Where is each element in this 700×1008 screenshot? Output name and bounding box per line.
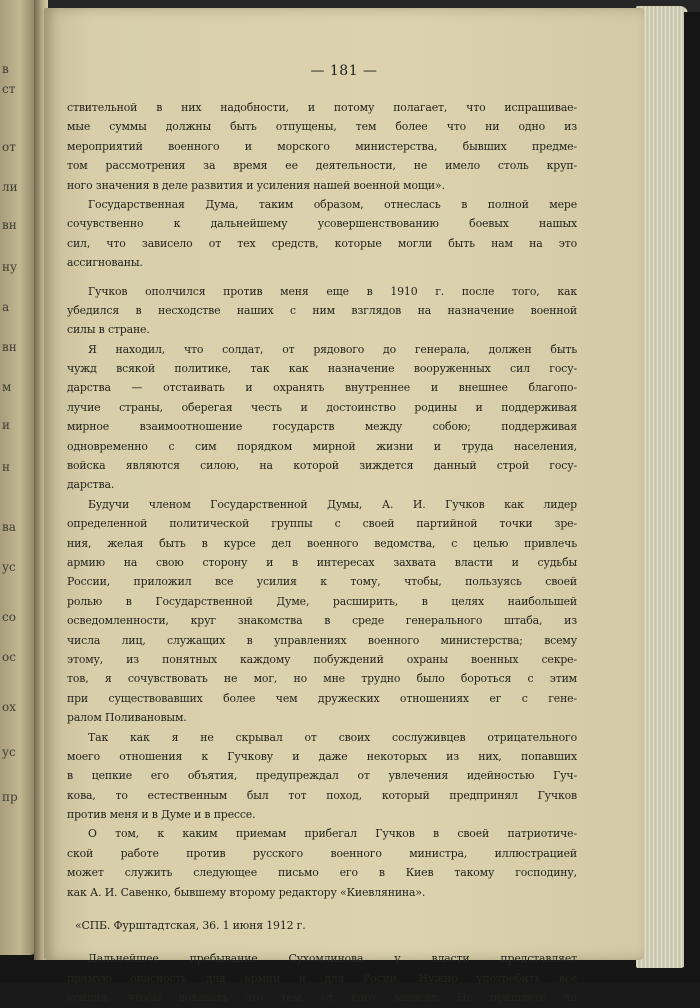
- text-line: Будучи членом Государственной Думы, А. И. Гучков как лидер: [88, 497, 577, 511]
- text-line: сил, что зависело от тех средств, которые могли быть нам на это: [67, 236, 577, 250]
- paragraph: [67, 824, 577, 902]
- text-line: ралом Поливановым.: [67, 711, 187, 725]
- text-line: одновременно с сим порядком мирной жизни и труда населения,: [67, 439, 577, 453]
- text-line: в цепкие его объятия, предупреждал от увлечения идейностью Гуч-: [67, 769, 577, 783]
- previous-page-fragment: н: [2, 460, 10, 474]
- text-line: сочувственно к дальнейшему усовершенствованию боевых нашых: [67, 217, 577, 231]
- text-line: кова, то естественным был тот поход, который предпринял Гучков: [67, 788, 577, 802]
- text-line: лучие страны, оберегая честь и достоинство родины и поддерживая: [67, 400, 577, 414]
- text-line: войска являются силою, на которой зиждется данный строй госу-: [67, 459, 577, 473]
- text-line: ствительной в них надобности, и потому полагает, что испрашивае-: [67, 101, 577, 114]
- previous-page-fragment: ли: [2, 180, 18, 194]
- text-line: Дальнейшее пребывание Сухомлинова у власти представляет: [88, 952, 577, 966]
- book-page: [44, 8, 644, 1005]
- previous-page-fragment: от: [2, 140, 16, 154]
- paragraph: [67, 195, 577, 273]
- previous-page-fragment: вн: [2, 218, 17, 232]
- previous-page-edge: [0, 0, 36, 955]
- text-line: Государственная Дума, таким образом, отнеслась в полной мере: [88, 197, 577, 211]
- previous-page-fragment: а: [2, 300, 10, 314]
- text-line: армию на свою сторону и в интересах захвата власти и судьбы: [67, 555, 577, 569]
- text-line: мые суммы должны быть отпущены, тем более что ни одно из: [67, 120, 577, 134]
- text-line: Я находил, что солдат, от рядового до генерала, должен быть: [88, 342, 577, 356]
- text-line: ного значения в деле развития и усиления нашей военной мощи».: [67, 178, 445, 192]
- page-edges-shadow: [684, 12, 700, 967]
- previous-page-fragment: и: [2, 418, 10, 432]
- text-line: этому, из понятных каждому побуждений охраны военных секре-: [67, 652, 577, 666]
- text-line: может служить следующее письмо его в Киев такому господину,: [67, 866, 577, 880]
- text-line: осведомленности, круг знакомства в среде генерального штаба, из: [67, 614, 577, 628]
- text-line: чужд всякой политике, так как назначение вооруженных сил госу-: [67, 362, 577, 376]
- text-line: ния, желая быть в курсе дел военного ведомства, с целью привлечь: [67, 536, 577, 550]
- paragraph: [67, 282, 577, 340]
- text-line: числа лиц, служащих в управлениях военного министерства; всему: [67, 633, 577, 647]
- previous-page-fragment: м: [2, 380, 12, 394]
- previous-page-fragment: ох: [2, 700, 16, 714]
- text-line: ассигнованы.: [67, 256, 143, 270]
- previous-page-fragment: ва: [2, 520, 16, 534]
- previous-page-fragment: ус: [2, 560, 16, 574]
- paragraph: [67, 340, 577, 495]
- text-line: О том, к каким приемам прибегал Гучков в своей патриотиче-: [88, 827, 577, 841]
- previous-page-fragment: ус: [2, 745, 16, 759]
- page-number: — 181 —: [310, 63, 378, 79]
- letter-paragraph: [67, 949, 577, 1007]
- previous-page-fragment: пр: [2, 790, 18, 804]
- text-line: усилия, чтобы доказать это тем, от кого зависит. Не пришлете ли: [67, 991, 577, 1005]
- previous-page-fragment: вн: [2, 340, 17, 354]
- paragraph: [67, 495, 577, 728]
- text-line: Так как я не скрывал от своих сослуживцев отрицательного: [88, 730, 577, 744]
- previous-page-fragment: ну: [2, 260, 18, 274]
- text-line: тов, я сочувствовать не мог, но мне трудно было бороться с этим: [67, 672, 577, 686]
- text-line: мероприятий военного и морского министерства, бывших предме-: [67, 139, 577, 153]
- text-line: при существовавших более чем дружеских отношениях ег с гене-: [67, 691, 577, 705]
- previous-page-fragment: в: [2, 62, 9, 76]
- text-line: против меня и в Думе и в прессе.: [67, 808, 256, 822]
- text-line: убедился в несходстве наших с ним взглядов на назначение военной: [67, 303, 577, 317]
- text-line: дарства — отстаивать и охранять внутреннее и внешнее благопо-: [67, 381, 577, 395]
- previous-page-fragment: со: [2, 610, 16, 624]
- page-text: [67, 98, 577, 1008]
- text-line: ской работе против русского военного министра, иллюстрацией: [67, 846, 577, 860]
- text-line: Гучков ополчился против меня еще в 1910 г. после того, как: [88, 284, 577, 298]
- letter-dateline: «СПБ. Фурштадтская, 36. 1 июня 1912 г.: [75, 919, 306, 933]
- text-line: ролью в Государственной Думе, расширить, в целях наибольшей: [67, 594, 577, 608]
- previous-page-fragment: ст: [2, 82, 16, 96]
- text-line: России, приложил все усилия к тому, чтобы, пользуясь своей: [67, 575, 577, 589]
- text-line: силы в стране.: [67, 323, 150, 337]
- previous-page-fragment: ос: [2, 650, 16, 664]
- text-line: прямую опасность для армии и для Росии. Нужно употребить все: [67, 971, 577, 985]
- paragraph: [67, 98, 577, 195]
- text-line: мирное взаимоотношение государств между собою; поддерживая: [67, 420, 577, 434]
- text-line: дарства.: [67, 478, 115, 492]
- text-line: определенной политической группы с своей партийной точки зре-: [67, 517, 577, 531]
- text-line: как А. И. Савенко, бывшему второму редактору «Киевлянина».: [67, 885, 426, 899]
- paragraph: [67, 728, 577, 825]
- text-line: том рассмотрения за время ее деятельности, не имело столь круп-: [67, 159, 577, 173]
- text-line: моего отношения к Гучкову и даже некоторых из них, попавших: [67, 749, 577, 763]
